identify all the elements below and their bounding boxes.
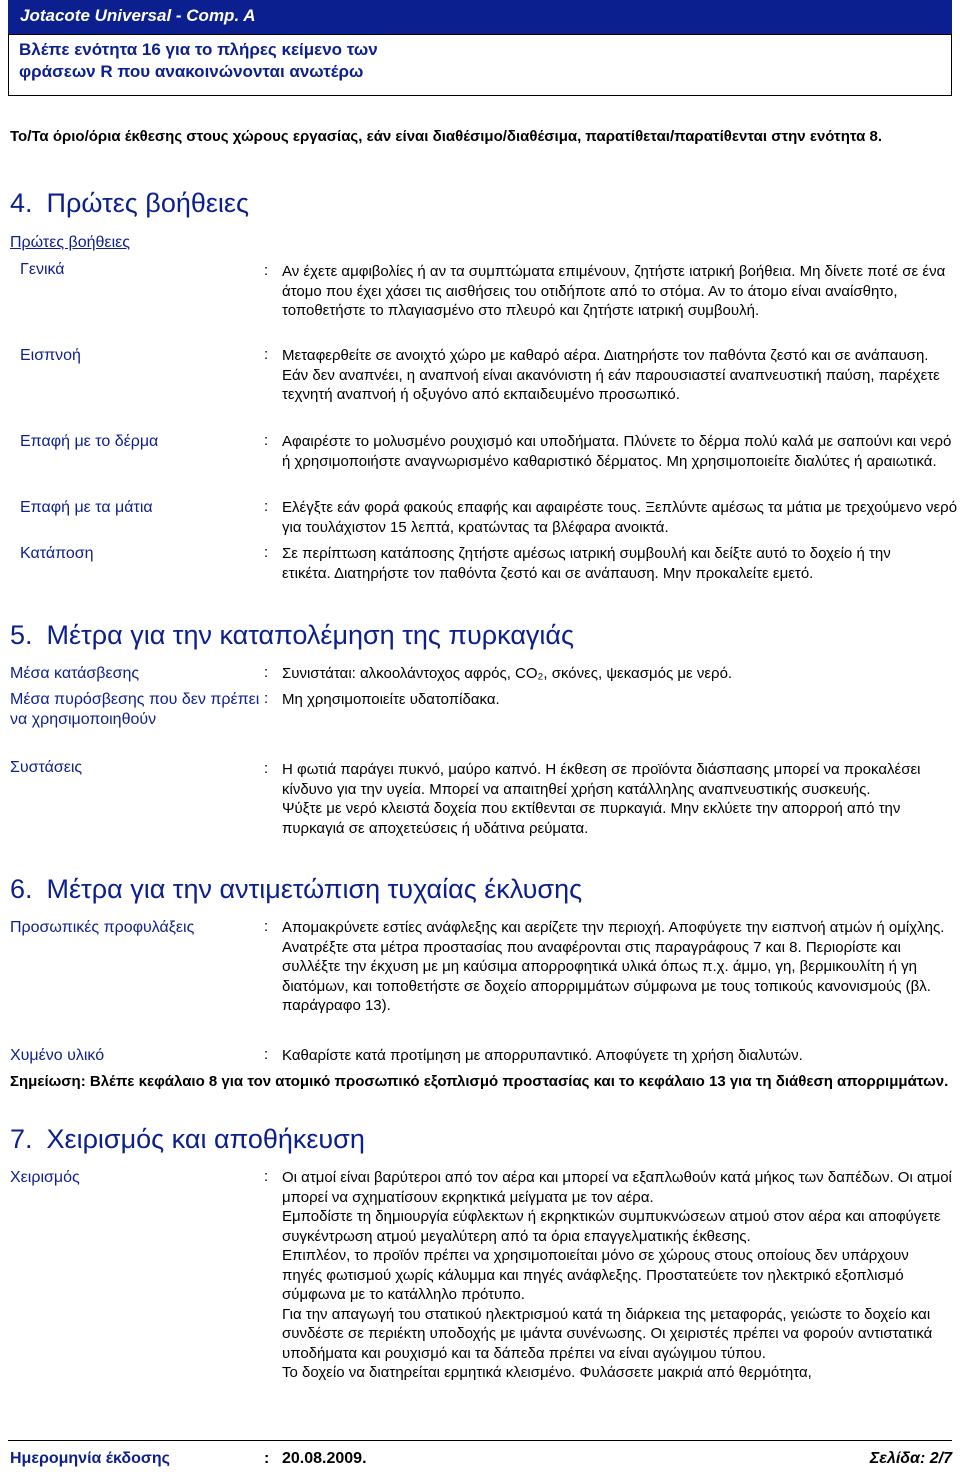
section-6-note: Σημείωση: Βλέπε κεφάλαιο 8 για τον ατομικό προσωπικό εξοπλισμό προστασίας και το κεφάλαιο 13 για τη διάθεση απορριμμάτων. — [10, 1073, 949, 1090]
label-ingestion: Κατάποση — [20, 545, 94, 562]
header-box — [8, 34, 952, 96]
section-number: 5. — [10, 620, 33, 650]
colon: : — [264, 544, 269, 561]
label-skin-contact: Επαφή με το δέρμα — [20, 433, 159, 450]
section-6-heading — [10, 874, 596, 905]
first-aid-subheading: Πρώτες βοήθειες — [10, 234, 130, 251]
handling-paragraph-2: Εμποδίστε τη δημιουργία εύφλεκτων ή εκρηκτικών συμπυκνώσεων ατμού στον αέρα και αποφύγετε συγκέντρωση ατμού μεγαλύτερη από τα όρια επαγγελματικής έκθεσης. — [282, 1208, 941, 1245]
value-handling — [282, 1168, 952, 1383]
value-ingestion: Σε περίπτωση κατάποσης ζητήστε αμέσως ιατρική συμβουλή και δείξτε αυτό το δοχείο ή την ετικέτα. Διατηρήστε τον παθόντα ζεστό και σε ανάπαυση. Μην προκαλείτε εμετό. — [282, 545, 891, 582]
value-eye-contact: Ελέγξτε εάν φορά φακούς επαφής και αφαιρέστε τους. Ξεπλύντε αμέσως τα μάτια με τρεχούμενο νερό για τουλάχιστον 15 λεπτά, κρατώντας τα βλέφαρα ανοικτά. — [282, 499, 958, 536]
section-4-heading — [10, 188, 263, 219]
handling-paragraph-1: Οι ατμοί είναι βαρύτεροι από τον αέρα και μπορεί να εξαπλωθούν κατά μήκος των δαπέδων. Οι ατμοί μπορεί να σχηματίσουν εκρηκτικά μείγματα με τον αέρα. — [282, 1169, 952, 1206]
footer-divider — [8, 1440, 952, 1441]
document-title: Jotacote Universal - Comp. A — [20, 6, 256, 25]
value-inhalation: Μεταφερθείτε σε ανοιχτό χώρο με καθαρό αέρα. Διατηρήστε τον παθόντα ζεστό και σε ανάπαυση. Εάν δεν αναπνέει, η αναπνοή είναι ακανόνιστη ή εάν παρουσιαστεί αναπνευστική παύση, παρέχετε τεχνητή αναπνοή ή οξυγόνο από εκπαιδευμένο προσωπικό. — [282, 347, 940, 403]
section-title: Χειρισμός και αποθήκευση — [46, 1124, 365, 1154]
label-unsuitable-media: Μέσα πυρόσβεσης που δεν πρέπει να χρησιμοποιηθούν — [10, 691, 260, 728]
value-spilled-material: Καθαρίστε κατά προτίμηση με απορρυπαντικό. Αποφύγετε τη χρήση διαλυτών. — [282, 1047, 803, 1064]
value-extinguishing-media: Συνιστάται: αλκοολάντοχος αφρός, CO₂, σκόνες, ψεκασμός με νερό. — [282, 665, 733, 682]
section-5-heading — [10, 620, 588, 651]
label-spilled-material: Χυμένο υλικό — [10, 1047, 105, 1064]
label-eye-contact: Επαφή με τα μάτια — [20, 499, 153, 516]
label-extinguishing-media: Μέσα κατάσβεσης — [10, 665, 140, 682]
header-bar — [8, 0, 952, 34]
handling-paragraph-3: Επιπλέον, το προϊόν πρέπει να χρησιμοποιείται μόνο σε χώρους στους οποίους δεν υπάρχουν πηγές φωτισμού χωρίς κάλυμμα και πηγές ανάφλεξης. Προστατεύετε τον ηλεκτρικό εξοπλισμό σύμφωνα με το κατάλληλο πρότυπο. — [282, 1247, 909, 1303]
exposure-limit-note: Το/Τα όριο/όρια έκθεσης στους χώρους εργασίας, εάν είναι διαθέσιμο/διαθέσιμα, παρατίθεται/παρατίθενται στην ενότητα 8. — [10, 128, 883, 145]
issue-date: 20.08.2009. — [282, 1450, 367, 1467]
recommendation-1: Η φωτιά παράγει πυκνό, μαύρο καπνό. Η έκθεση σε προϊόντα διάσπασης μπορεί να προκαλέσει κίνδυνο για την υγεία. Μπορεί να απαιτηθεί χρήση κατάλληλης αναπνευστικής συσκευής. — [282, 761, 921, 798]
value-personal-precautions: Απομακρύνετε εστίες ανάφλεξης και αερίζετε την περιοχή. Αποφύγετε την εισπνοή ατμών ή ομίχλης. Ανατρέξτε στα μέτρα προστασίας που αναφέρονται στις παραγράφους 7 και 8. Περιορίστε και συλλέξτε την έκχυση με μη καύσιμα απορροφητικά υλικά όπως π.χ. άμμο, γη, βερμικουλίτη ή γη διατόμων, και τοποθετήστε σε δοχείο απορριμμάτων σύμφωνα με τους τοπικούς κανονισμούς (βλ. παράγραφο 13). — [282, 919, 945, 1014]
handling-paragraph-4: Για την απαγωγή του στατικού ηλεκτρισμού κατά τη διάρκεια της μεταφοράς, γειώστε το δοχείο και συνδέστε σε περιέκτη υποδοχής με ιμάντα συνένωσης. Οι χειριστές πρέπει να φορούν αντιστατικά υποδήματα και ρουχισμό και τα δάπεδα πρέπει να είναι αγώγιμου τύπου. — [282, 1305, 933, 1362]
value-recommendations — [282, 760, 958, 838]
r-phrases-reference: Βλέπε ενότητα 16 για το πλήρες κείμενο των φράσεων R που ανακοινώνονται ανωτέρω — [19, 40, 378, 81]
section-number: 6. — [10, 874, 33, 904]
section-title: Μέτρα για την αντιμετώπιση τυχαίας έκλυσης — [46, 874, 583, 904]
section-7-heading — [10, 1124, 379, 1155]
label-recommendations: Συστάσεις — [10, 759, 83, 776]
colon: : — [264, 1168, 269, 1185]
colon: : — [264, 690, 269, 707]
colon: : — [264, 760, 269, 777]
colon: : — [264, 918, 269, 935]
section-title: Μέτρα για την καταπολέμηση της πυρκαγιάς — [46, 620, 575, 650]
value-general: Αν έχετε αμφιβολίες ή αν τα συμπτώματα επιμένουν, ζητήστε ιατρική βοήθεια. Μη δίνετε ποτέ σε ένα άτομο που έχει χάσει τις αισθήσεις του οτιδήποτε από το στόμα. Αν το άτομο είναι αναίσθητο, τοποθετήστε το πλαγιασμένο στο πλευρό και ζητήστε ιατρική συμβουλή. — [282, 263, 946, 319]
colon: : — [264, 1450, 270, 1467]
label-general: Γενικά — [20, 261, 65, 278]
colon: : — [264, 664, 269, 681]
colon: : — [264, 262, 269, 279]
section-number: 4. — [10, 188, 33, 218]
label-inhalation: Εισπνοή — [20, 347, 81, 364]
colon: : — [264, 346, 269, 363]
section-number: 7. — [10, 1124, 33, 1154]
label-personal-precautions: Προσωπικές προφυλάξεις — [10, 919, 195, 936]
issue-date-label: Ημερομηνία έκδοσης — [10, 1450, 170, 1467]
colon: : — [264, 432, 269, 449]
section-title: Πρώτες βοήθειες — [46, 188, 249, 218]
colon: : — [264, 498, 269, 515]
recommendation-2: Ψύξτε με νερό κλειστά δοχεία που εκτίθενται σε πυρκαγιά. Μην εκλύετε την απορροή από την πυρκαγιά σε αποχετεύσεις ή υδάτινα ρεύματα. — [282, 800, 901, 837]
colon: : — [264, 1046, 269, 1063]
value-unsuitable-media: Μη χρησιμοποιείτε υδατοπίδακα. — [282, 691, 500, 708]
page-number: Σελίδα: 2/7 — [869, 1450, 952, 1467]
label-handling: Χειρισμός — [10, 1169, 80, 1186]
value-skin-contact: Αφαιρέστε το μολυσμένο ρουχισμό και υποδήματα. Πλύνετε το δέρμα πολύ καλά με σαπούνι και νερό ή χρησιμοποιήστε αναγνωρισμένο καθαριστικό δέρματος. Μη χρησιμοποιείτε διαλύτες ή αραιωτικά. — [282, 433, 952, 470]
handling-paragraph-5: Το δοχείο να διατηρείται ερμητικά κλεισμένο. Φυλάσσετε μακριά από θερμότητα, — [282, 1364, 812, 1381]
